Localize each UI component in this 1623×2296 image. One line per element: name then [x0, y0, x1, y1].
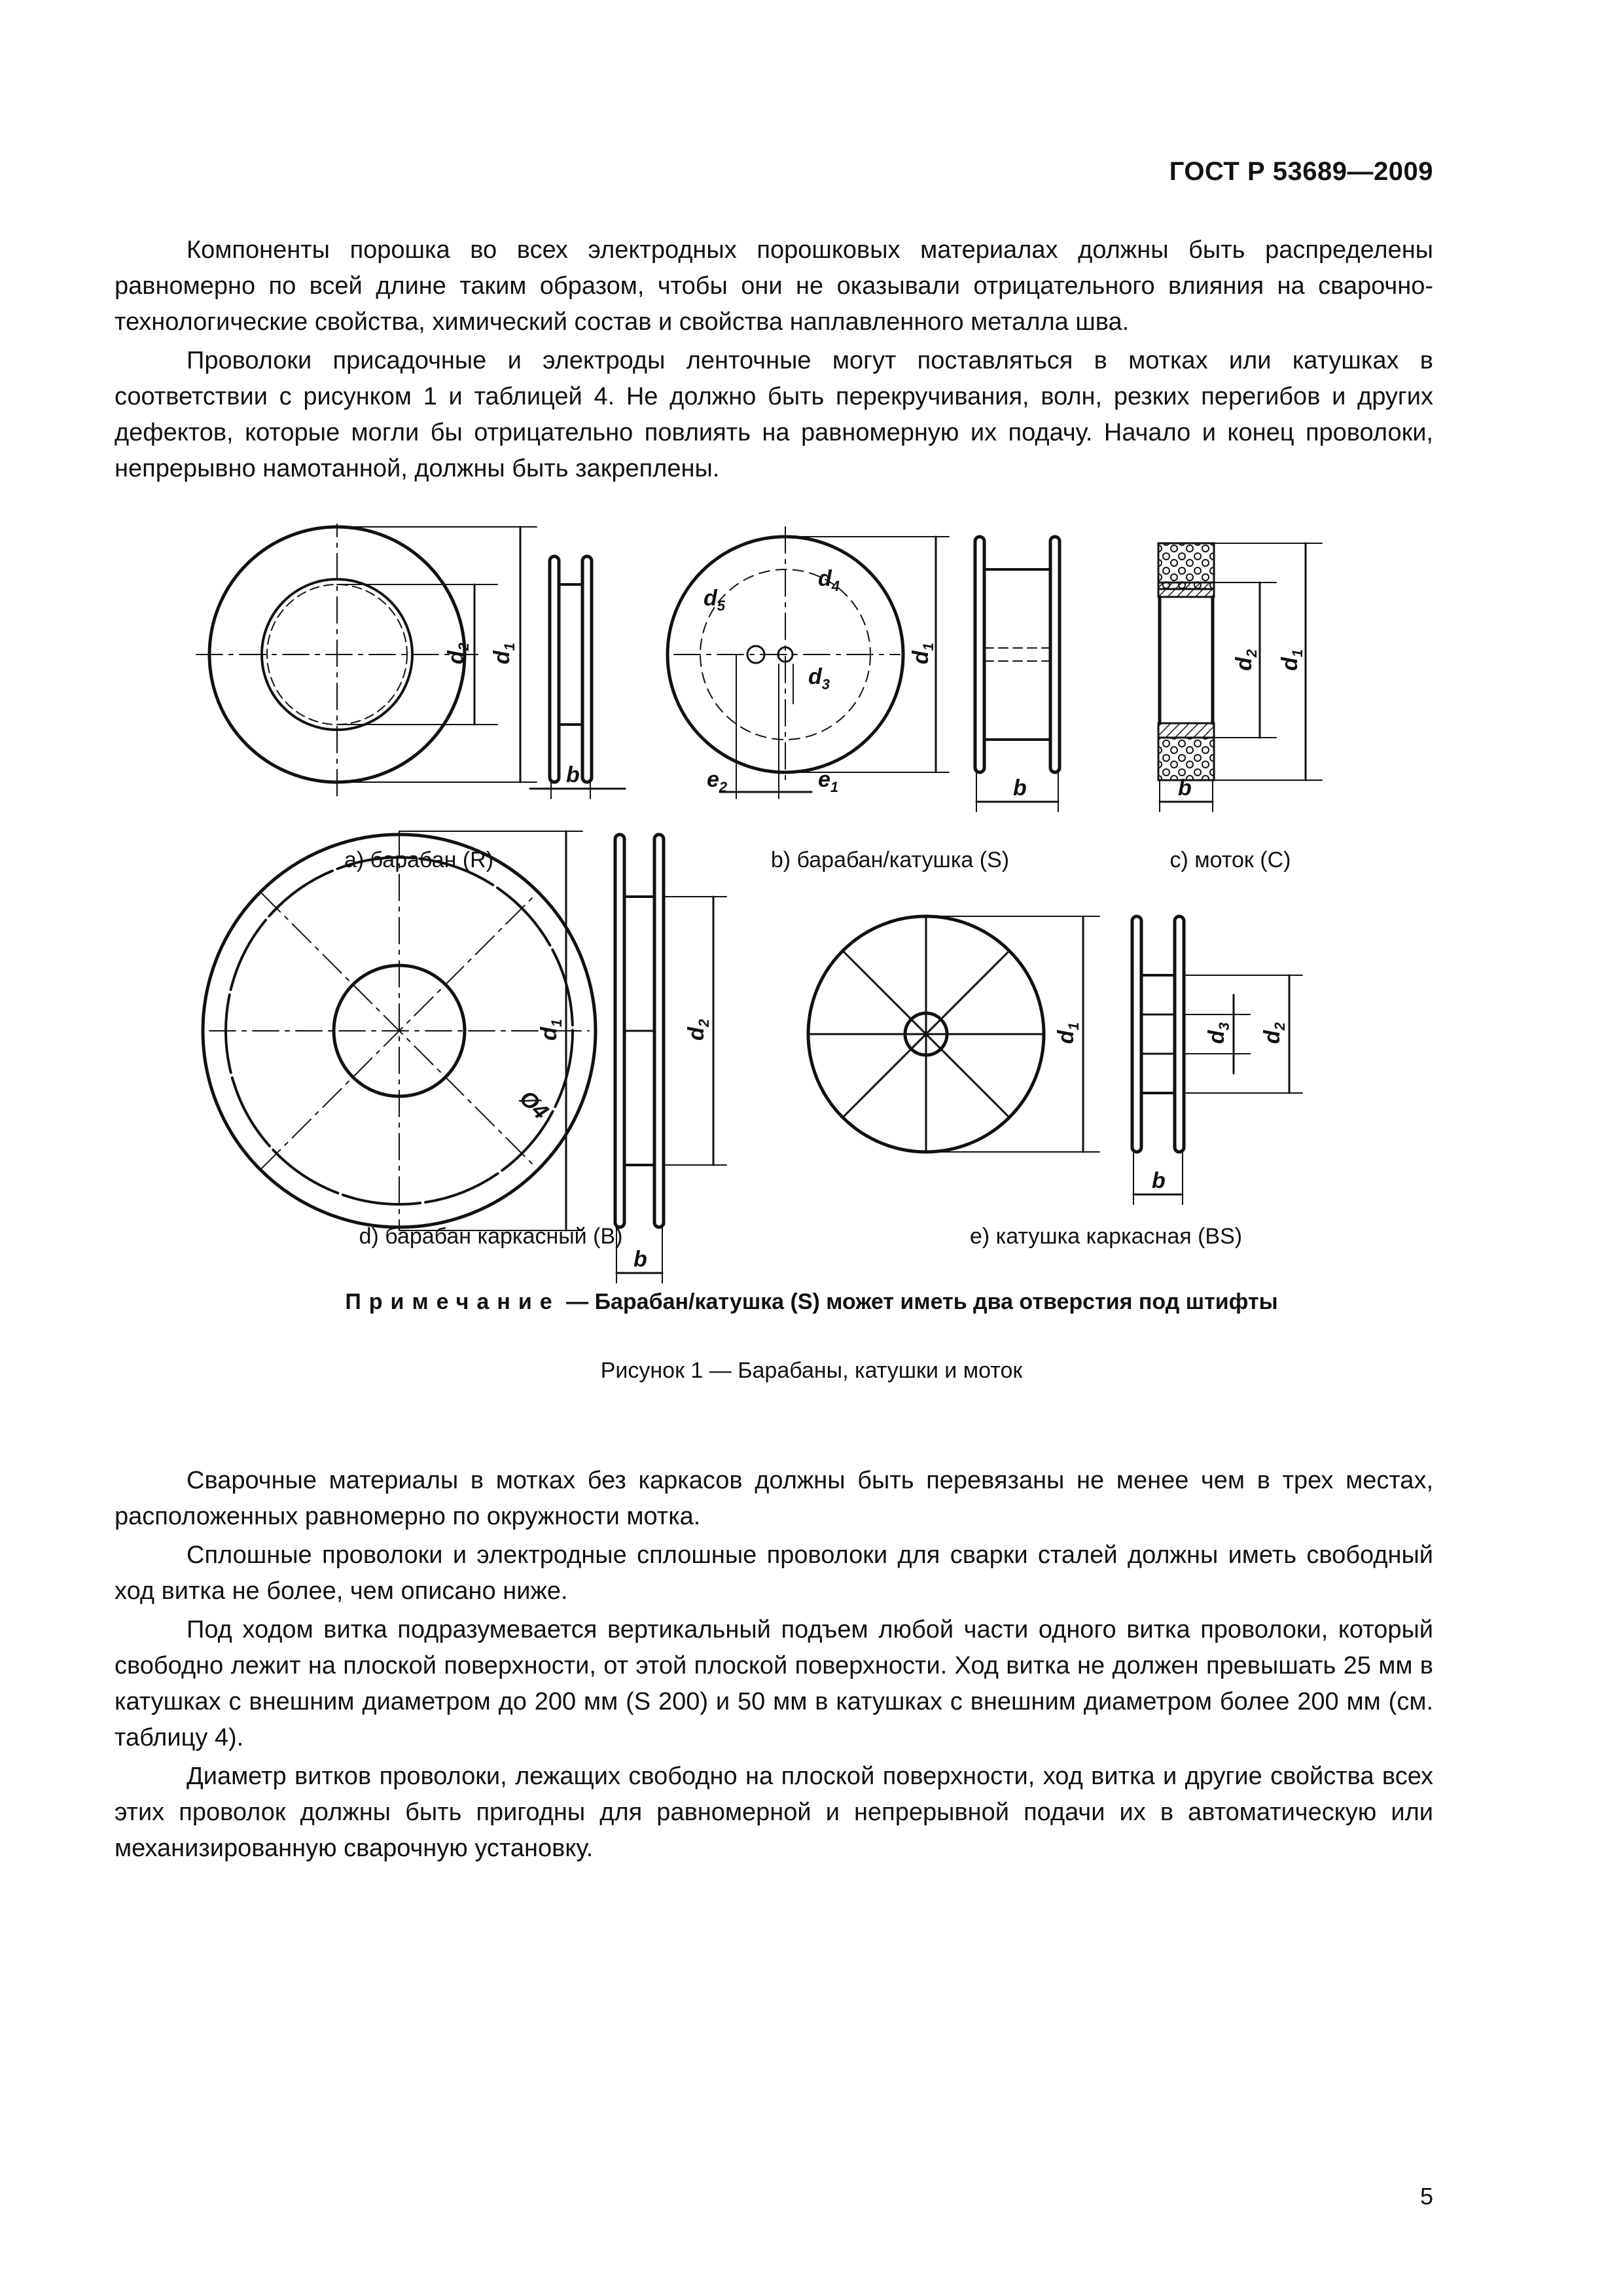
- drum-spool-s-side-view: [975, 537, 1060, 812]
- dim-label-d5: $d_5$: [704, 586, 726, 614]
- drum-spool-s-front-view: [668, 527, 949, 798]
- paragraph: Компоненты порошка во всех электродных порошковых материалах должны быть распределены равномерно по всей длине таким образом, чтобы они не оказывали отрицательного влияния на сварочно-технологические свойства, химический состав и свойства наплавленного металла шва.: [115, 236, 1433, 336]
- drum-r-front-view: [196, 524, 537, 798]
- dim-label-b-a: b: [566, 762, 580, 787]
- framed-spool-bs-side-view: [1132, 916, 1302, 1204]
- dim-label-d1-b: $d_1$: [908, 642, 936, 664]
- dim-label-d3-b: $d_3$: [808, 664, 830, 692]
- main-text: [115, 1463, 1433, 1869]
- figure-title: Рисунок 1 — Барабаны, катушки и моток: [600, 1358, 1023, 1383]
- dim-label-e1: $e_1$: [818, 767, 839, 795]
- dim-label-d1-c: $d_1$: [1277, 649, 1306, 671]
- dim-label-b-b: b: [1013, 776, 1027, 800]
- figure-note: [0, 1289, 1623, 1315]
- dim-label-d2-c: $d_2$: [1232, 649, 1260, 671]
- document-header: ГОСТ Р 53689—2009: [1169, 157, 1433, 186]
- dim-label-phi4: Ø4: [514, 1085, 554, 1124]
- page-number: 5: [1419, 2183, 1433, 2210]
- paragraph: Сварочные материалы в мотках без каркасов должны быть перевязаны не менее чем в трех местах, расположенных равномерно по окружности мотка.: [115, 1467, 1433, 1530]
- paragraph: Проволоки присадочные и электроды ленточные могут поставляться в мотках или катушках в соответствии с рисунком 1 и таблицей 4. Не должно быть перекручивания, волн, резких перегибов и других дефектов, которые могли бы отрицательно повлиять на равномерную их подачу. Начало и конец проволоки, непрерывно намотанной, должны быть закреплены.: [115, 347, 1433, 482]
- dim-label-b-c: b: [1178, 776, 1192, 800]
- paragraph: Сплошные проволоки и электродные сплошные проволоки для сварки сталей должны иметь свободный ход витка не более, чем описано ниже.: [115, 1541, 1433, 1605]
- note-text: — Барабан/катушка (S) может иметь два отверстия под штифты: [560, 1289, 1278, 1314]
- note-label: Примечание: [345, 1289, 560, 1314]
- dim-label-b-e: b: [1152, 1168, 1166, 1193]
- paragraph: Под ходом витка подразумевается вертикальный подъем любой части одного витка проволоки, который свободно лежит на плоской поверхности, от этой плоской поверхности. Ход витка не должен превышать 25 мм в катушках с внешним диаметром до 200 мм (S 200) и 50 мм в катушках с внешним диаметром более 200 мм (см. таблицу 4).: [115, 1616, 1433, 1751]
- caption-c: c) моток (C): [1169, 848, 1291, 872]
- dim-label-d2-a: $d_2$: [444, 642, 472, 664]
- dim-label-d4: $d_4$: [818, 566, 840, 594]
- caption-e: e) катушка каркасная (BS): [969, 1224, 1243, 1249]
- dim-label-b-d: b: [633, 1247, 647, 1272]
- framed-drum-b-side-view: [615, 834, 726, 1283]
- dim-label-d1-d: $d_1$: [537, 1018, 565, 1041]
- dim-label-e2: $e_2$: [707, 767, 728, 795]
- dim-label-d2-d: $d_2$: [684, 1018, 712, 1041]
- dim-label-d2-e: $d_2$: [1260, 1022, 1288, 1044]
- intro-text: [115, 232, 1433, 490]
- coil-c-view: [1158, 543, 1322, 812]
- caption-a: a) барабан (R): [344, 848, 494, 872]
- paragraph: Диаметр витков проволоки, лежащих свободно на плоской поверхности, ход витка и другие свойства всех этих проволок должны быть пригодны для равномерной и непрерывной подачи их в автоматическую или механизированную сварочную установку.: [115, 1763, 1433, 1862]
- caption-b: b) барабан/катушка (S): [770, 848, 1010, 872]
- dim-label-d1-a: $d_1$: [490, 642, 518, 664]
- dim-label-d3-e: $d_3$: [1204, 1022, 1232, 1044]
- caption-d: d) барабан каркасный (B): [359, 1224, 623, 1249]
- dim-label-d1-e: $d_1$: [1054, 1022, 1082, 1044]
